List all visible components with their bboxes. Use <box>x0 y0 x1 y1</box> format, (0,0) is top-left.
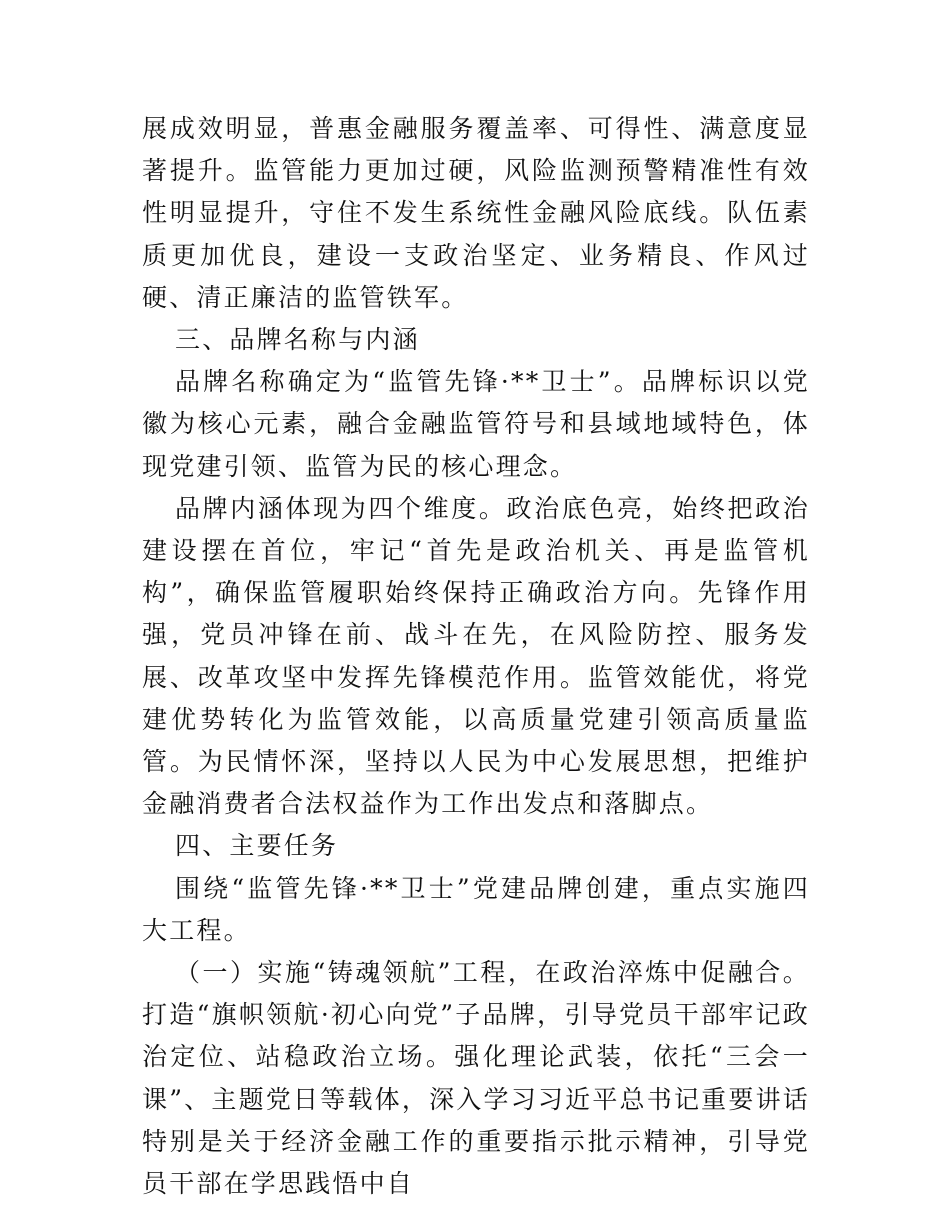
section-heading-3: 三、品牌名称与内涵 <box>175 325 420 355</box>
paragraph-continuation: 展成效明显，普惠金融服务覆盖率、可得性、满意度显著提升。监管能力更加过硬，风险监测预警精准性有效性明显提升，守住不发生系统性金融风险底线。队伍素质更加优良，建设一支政治坚定、业务精良、作风过硬、清正廉洁的监管铁军。 <box>142 114 810 312</box>
paragraph-main-tasks-intro: 围绕“监管先锋·**卫士”党建品牌创建，重点实施四大工程。 <box>142 873 810 945</box>
document-page <box>142 108 810 1205</box>
paragraph-task-1: （一）实施“铸魂领航”工程，在政治淬炼中促融合。打造“旗帜领航·初心向党”子品牌，引导党员干部牢记政治定位、站稳政治立场。强化理论武装，依托“三会一课”、主题党日等载体，深入学习习近平总书记重要讲话特别是关于经济金融工作的重要指示批示精神，引导党员干部在学思践悟中自 <box>142 958 810 1199</box>
paragraph-brand-name: 品牌名称确定为“监管先锋·**卫士”。品牌标识以党徽为核心元素，融合金融监管符号和县域地域特色，体现党建引领、监管为民的核心理念。 <box>142 367 810 481</box>
paragraph-brand-connotation: 品牌内涵体现为四个维度。政治底色亮，始终把政治建设摆在首位，牢记“首先是政治机关、再是监管机构”，确保监管履职始终保持正确政治方向。先锋作用强，党员冲锋在前、战斗在先，在风险防控、服务发展、改革攻坚中发挥先锋模范作用。监管效能优，将党建优势转化为监管效能，以高质量党建引领高质量监管。为民情怀深，坚持以人民为中心发展思想，把维护金融消费者合法权益作为工作出发点和落脚点。 <box>142 493 810 819</box>
section-heading-4: 四、主要任务 <box>175 831 339 861</box>
